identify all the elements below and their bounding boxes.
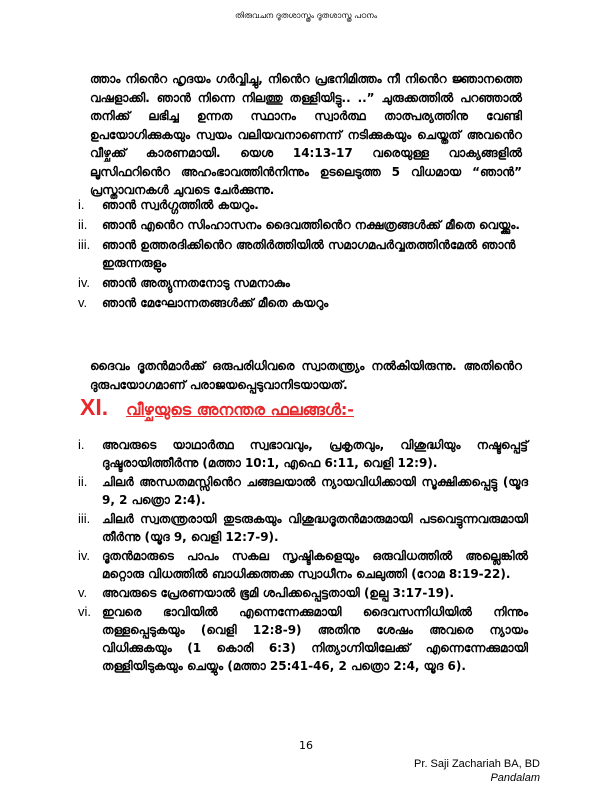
list-text: അവരുടെ പ്രേരണയാൽ ഭൂമി ശപിക്കപ്പെട്ടതായി (ഉല്പ 3:17-19).	[102, 586, 455, 600]
list-item	[78, 603, 528, 675]
author-place: Pandalam	[490, 772, 540, 784]
list-text: ഞാൻ ഉത്തരദിക്കിൻെറ അതിർത്തിയിൽ സമാഗമപർവ്വതത്തിൻമേൽ ഞാൻ ഇരുന്നരുളും	[102, 238, 516, 270]
list-number: iii.	[78, 237, 91, 252]
section-number: XI.	[80, 394, 109, 420]
list-text: ഞാൻ സ്വർഗ്ഗത്തിൽ കയറും.	[102, 198, 259, 212]
list-number: iv.	[78, 548, 91, 563]
list-item	[78, 436, 528, 472]
list-text: അവരുടെ യാഥാർത്ഥ സ്വഭാവവും, പ്രകൃതവും, വിശുദ്ധിയും നഷ്ടപ്പെട്ട് ദുഷ്ടരായിത്തീർന്നു (മത്താ 10:1, എഫെ 6:11, വെളി 12:9).	[102, 438, 528, 470]
list-number: iii.	[78, 511, 91, 526]
page-number: 16	[299, 739, 313, 752]
list-item	[78, 547, 528, 583]
list-text: ഇവരെ ഭാവിയിൽ എന്നെന്നേക്കുമായി ദൈവസന്നിധിയിൽ നിന്നും തള്ളപ്പെടുകയും (വെളി 12:8-9) അതിനു ശേഷം അവരെ ന്യായം വിധിക്കുകയും (1 കൊരി 6:3) നിത്യാഗ്നിയിലേക്ക് എന്നെന്നേക്കുമായി തള്ളിയിടുകയും ചെയ്യും (മത്താ 25:41-46, 2 പത്രൊ 2:4, യൂദ 6).	[102, 605, 528, 673]
paragraph-freedom: ദൈവം ദൂതൻമാർക്ക് ഒരുപരിധിവരെ സ്വാതന്ത്ര്യം നൽകിയിരുന്നു. അതിൻെറ ദുരുപയോഗമാണ് പരാജയപ്പെടുവാനിടയായത്.	[90, 359, 522, 392]
list-item	[78, 216, 528, 234]
page-header: തിരുവചന ദൂതശാസ്ത്രം ദൂതശാസ്ത്ര പഠനം	[234, 11, 378, 20]
section-title: വീഴ്ചയുടെ അനന്തര ഫലങ്ങൾ:-	[126, 400, 354, 419]
list-text: ചിലർ അന്ധതമസ്സിൻെറ ചങ്ങലയാൽ ന്യായവിധിക്കായി സൂക്ഷിക്കപ്പെട്ടു (യൂദ 9, 2 പത്രൊ 2:4).	[102, 475, 528, 507]
i-statements-list	[78, 196, 528, 314]
list-number: i.	[78, 197, 85, 212]
list-text: ദൂതൻമാരുടെ പാപം സകല സൃഷ്ടികളെയും ഒരുവിധത്തിൽ അല്ലെങ്കിൽ മറ്റൊരു വിധത്തിൽ ബാധിക്കത്തക്ക സ്വാധീനം ചെലുത്തി (റോമ 8:19-22).	[102, 549, 528, 581]
list-item	[78, 294, 528, 312]
list-number: vi.	[78, 604, 91, 619]
author-name: Pr. Saji Zachariah BA, BD	[414, 758, 540, 770]
list-text: ഞാൻ അത്യുന്നതനോടു സമനാകും	[102, 276, 290, 290]
list-item	[78, 236, 528, 272]
list-number: v.	[78, 295, 88, 310]
list-item	[78, 274, 528, 292]
list-text: ഞാൻ മേഘോന്നതങ്ങൾക്ക് മീതെ കയറും	[102, 296, 329, 310]
list-number: iv.	[78, 275, 91, 290]
section-heading	[80, 394, 530, 421]
list-number: i.	[78, 437, 85, 452]
list-item	[78, 473, 528, 509]
list-item	[78, 510, 528, 546]
consequences-list	[78, 436, 528, 676]
list-text: ഞാൻ എൻെറ സിംഹാസനം ദൈവത്തിൻെറ നക്ഷത്രങ്ങൾക്ക് മീതെ വെയ്ക്കും.	[102, 218, 520, 232]
paragraph-intro: ത്താം നിൻെറ ഹൃദയം ഗർവ്വിച്ചു, നിൻെറ പ്രഭനിമിത്തം നീ നിൻെറ ജ്ഞാനത്തെ വഷളാക്കി. ഞാൻ നിന്നെ നിലത്തു തള്ളിയിട്ടു.. ..” ചുരുക്കത്തിൽ പറഞ്ഞാൽ തനിക്ക് ലഭിച്ച ഉന്നത സ്ഥാനം സ്വാർത്ഥ താത്പര്യത്തിനു വേണ്ടി ഉപയോഗിക്കുകയും സ്വയം വലിയവനാണെന്ന് നടിക്കുകയും ചെയ്തത് അവൻെറ വീഴ്ചക്ക് കാരണമായി. യെശ 14:13-17 വരെയുള്ള വാക്യങ്ങളിൽ ലൂസിഫറിൻെറ അഹംഭാവത്തിൻനിന്നും ഉടലെടുത്ത 5 വിധമായ “ഞാൻ” പ്രസ്താവനകൾ ചുവടെ ചേർക്കുന്നു.	[90, 72, 522, 197]
author-block	[414, 757, 540, 785]
list-number: v.	[78, 585, 88, 600]
list-item	[78, 584, 528, 602]
list-number: ii.	[78, 474, 88, 489]
list-text: ചിലർ സ്വതന്ത്രരായി തുടരുകയും വിശുദ്ധദൂതൻമാരുമായി പടവെട്ടുന്നവരുമായി തീർന്നു (യൂദ 9, വെളി 12:7-9).	[102, 512, 528, 544]
list-item	[78, 196, 528, 214]
list-number: ii.	[78, 217, 88, 232]
